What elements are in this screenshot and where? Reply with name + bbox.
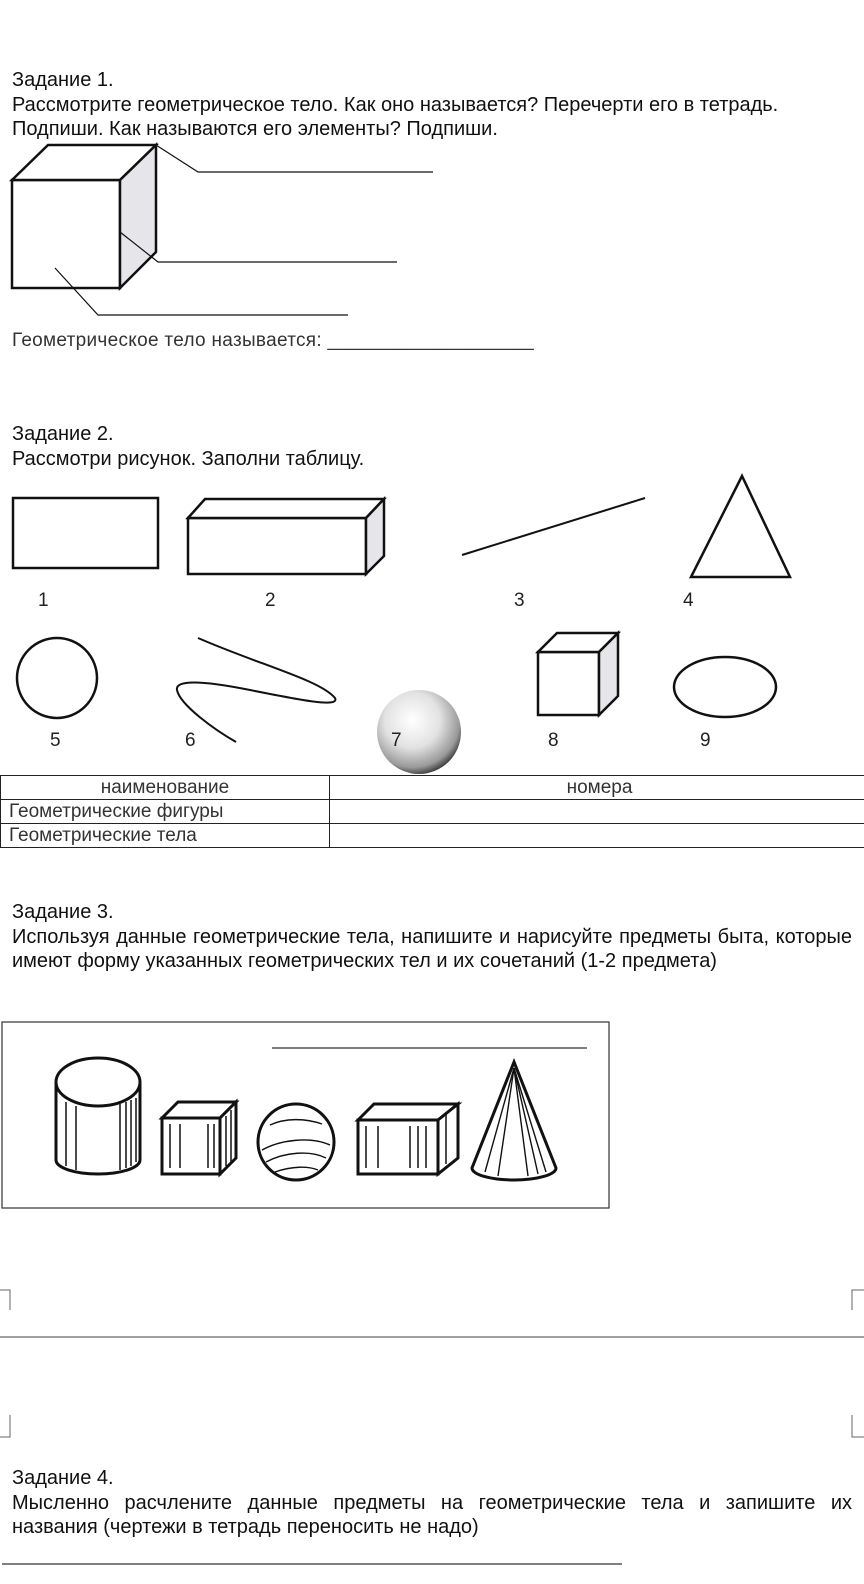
figure-number-3: 3 [514, 590, 525, 611]
task1-answer-label: Геометрическое тело называется: ___________________ [12, 330, 535, 351]
task3-title: Задание 3. [12, 901, 114, 923]
table-cell-name: Геометрические фигуры [1, 800, 330, 824]
figure-number-5: 5 [50, 730, 61, 751]
figure-number-9: 9 [700, 730, 711, 751]
figure-number-7: 7 [391, 730, 402, 751]
figure-number-4: 4 [683, 590, 694, 611]
figure-number-1: 1 [38, 590, 49, 611]
task4-title: Задание 4. [12, 1467, 114, 1489]
task2-title: Задание 2. [12, 423, 114, 445]
task1-text: Рассмотрите геометрическое тело. Как оно называется? Перечерти его в тетрадь. Подпиши. Как называются его элементы? Подпиши. [12, 94, 779, 140]
task2-text: Рассмотри рисунок. Заполни таблицу. [12, 448, 365, 470]
figure-number-2: 2 [265, 590, 276, 611]
table-cell-name: Геометрические тела [1, 824, 330, 848]
table-header-numbers: номера [330, 776, 864, 800]
task1-title: Задание 1. [12, 69, 114, 91]
figure-number-8: 8 [548, 730, 559, 751]
task3-text: Используя данные геометрические тела, напишите и нарисуйте предметы быта, которые имеют форму указанных геометрических тел и их сочетаний (1-2 предмета) [12, 926, 852, 972]
task4-text: Мысленно расчлените данные предметы на геометрические тела и запишите их названия (чертежи в тетрадь переносить не надо) [12, 1492, 852, 1538]
figure-number-6: 6 [185, 730, 196, 751]
table-header-name: наименование [1, 776, 330, 800]
